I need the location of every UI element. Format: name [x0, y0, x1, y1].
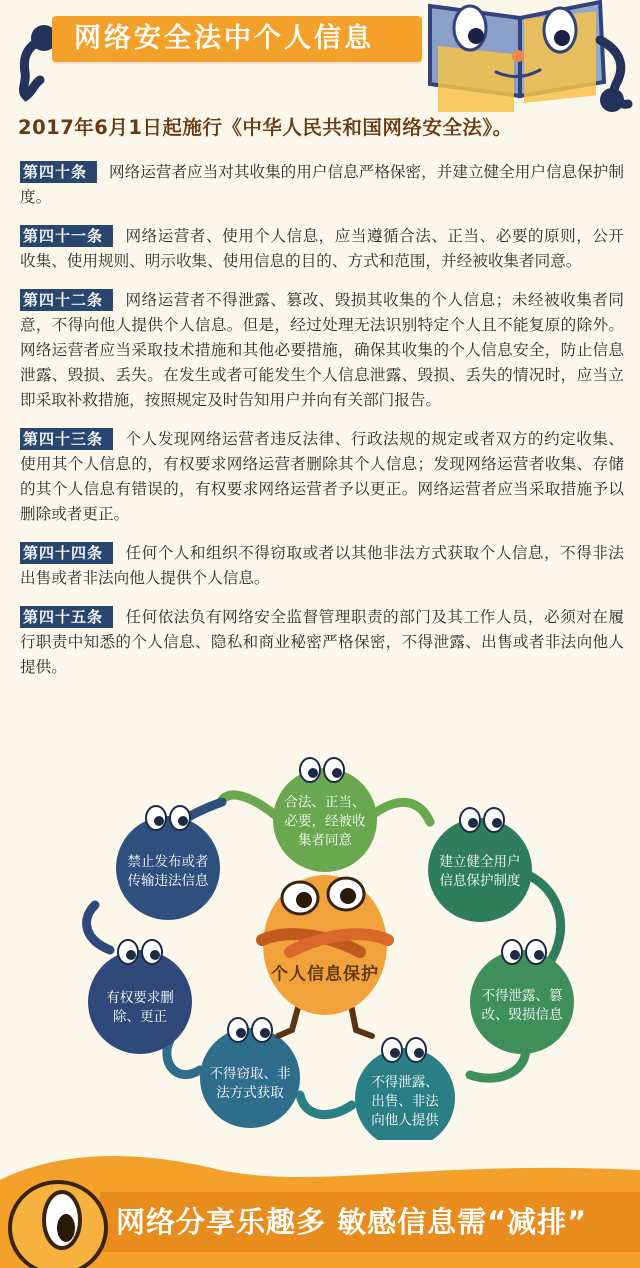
article-text: 网络运营者应当对其收集的用户信息严格保密，并建立健全用户信息保护制度。: [20, 163, 624, 206]
article-42: [20, 288, 624, 413]
article-label: 第四十五条: [20, 606, 113, 628]
node-bottom-left-label: 不得窃取、非 法方式获取: [209, 1066, 291, 1101]
article-text: 个人发现网络运营者违反法律、行政法规的规定或者双方的约定收集、使用其个人信息的，有权要求网络运营者删除其个人信息；发现网络运营者收集、存储的其个人信息有错误的，有权要求网络运营者予以更正。网络运营者应当采取措施予以删除或者更正。: [20, 430, 624, 523]
node-left-label: 有权要求删 除、更正: [106, 990, 174, 1025]
article-45: [20, 605, 624, 680]
article-label: 第四十三条: [20, 428, 113, 450]
article-text: 任何个人和组织不得窃取或者以其他非法方式获取个人信息，不得非法出售或者非法向他人提供个人信息。: [20, 544, 624, 587]
article-label: 第四十条: [20, 161, 97, 183]
node-upper-right-label: 建立健全用户 信息保护制度: [439, 854, 521, 889]
node-right-label: 不得泄露、篡 改、毁损信息: [481, 988, 563, 1023]
article-text: 任何依法负有网络安全监督管理职责的部门及其工作人员，必须对在履行职责中知悉的个人信息、隐私和商业秘密严格保密，不得泄露、出售或者非法向他人提供。: [20, 608, 624, 676]
article-text: 网络运营者不得泄露、篡改、毁损其收集的个人信息；未经被收集者同意，不得向他人提供个人信息。但是，经过处理无法识别特定个人且不能复原的除外。网络运营者应当采取技术措施和其他必要措施，确保其收集的个人信息安全，防止信息泄露、毁损、丢失。在发生或者可能发生个人信息泄露、毁损、丢失的情况时，应当立即采取补救措施，按照规定及时告知用户并向有关部门报告。: [20, 291, 624, 409]
node-upper-left-label: 禁止发布或者 传输违法信息: [127, 854, 209, 889]
nose-icon: [512, 50, 524, 62]
protection-diagram: [0, 740, 640, 1140]
article-41: [20, 224, 624, 274]
article-44: [20, 541, 624, 591]
book-inner-page-icon: [438, 46, 514, 112]
node-top-label: 合法、正当、 必要，经被收 集者同意: [284, 794, 366, 849]
right-hand-icon: [600, 88, 624, 112]
left-eye-icon: [454, 6, 486, 50]
header: [0, 0, 640, 112]
footer: [0, 1140, 640, 1268]
article-text: 网络运营者、使用个人信息，应当遵循合法、正当、必要的原则，公开收集、使用规则、明示收集、使用信息的目的、方式和范围，并经被收集者同意。: [20, 227, 624, 270]
center-label: 个人信息保护: [271, 964, 379, 985]
article-43: [20, 427, 624, 527]
articles-list: [20, 160, 624, 694]
page-title: 网络安全法中个人信息: [52, 16, 422, 62]
article-label: 第四十二条: [20, 289, 113, 311]
effective-date-subtitle: 2017年6月1日起施行《中华人民共和国网络安全法》。: [18, 116, 513, 139]
center-mascot-icon: [262, 875, 388, 1036]
node-bottom-right-label: 不得泄露、 出售、非法 向他人提供: [371, 1074, 439, 1129]
article-label: 第四十四条: [20, 542, 113, 564]
footer-slogan: 网络分享乐趣多 敏感信息需“减排”: [116, 1205, 588, 1239]
article-40: [20, 160, 624, 210]
article-label: 第四十一条: [20, 225, 113, 247]
